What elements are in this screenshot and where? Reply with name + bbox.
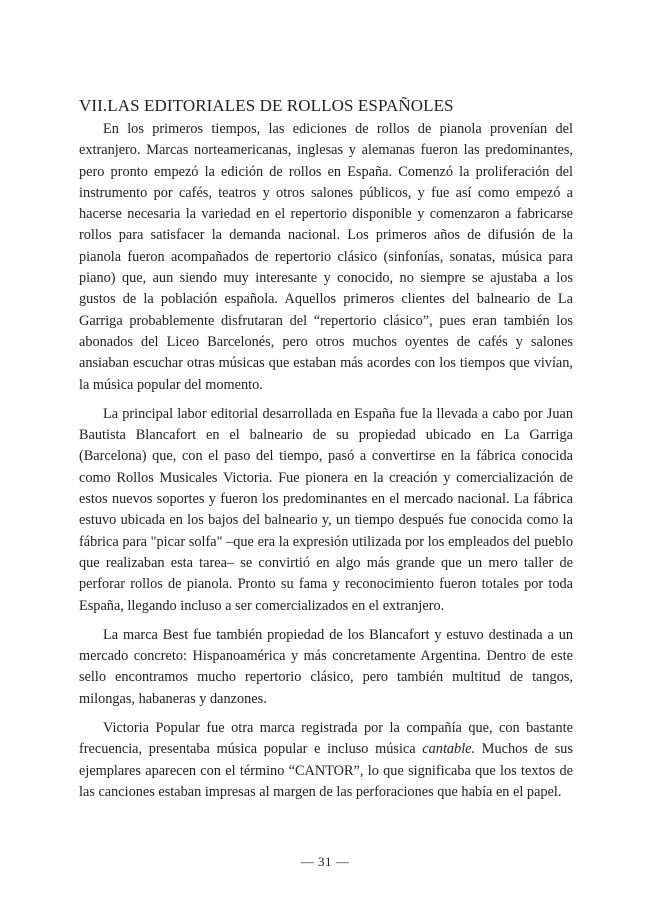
paragraph-4-text-before: Victoria Popular fue otra marca registrada por la compañía que, con bastante frecuencia, presentaba música popular e incluso música — [79, 720, 573, 758]
paragraph-4 — [79, 718, 573, 803]
page-number: — 31 — — [300, 854, 350, 869]
page-body — [79, 95, 573, 811]
paragraph-3: La marca Best fue también propiedad de los Blancafort y estuvo destinada a un mercado concreto: Hispanoamérica y más concretamente Argentina. Dentro de este sello encontramos mucho repertorio clásico, pero también multitud de tangos, milongas, habaneras y danzones. — [79, 626, 573, 707]
paragraph-2: La principal labor editorial desarrollada en España fue la llevada a cabo por Juan Bautista Blancafort en el balneario de su propiedad ubicado en La Garriga (Barcelona) que, con el paso del tiempo, pasó a convertirse en la fábrica conocida como Rollos Musicales Victoria. Fue pionera en la creación y comercialización de estos nuevos soportes y fueron los predominantes en el mercado nacional. La fábrica estuvo ubicada en los bajos del balneario y, un tiempo después fue conocida como la fábrica para "picar solfa" –que era la expresión utilizada por los empleados del pueblo que realizaban esta tarea– se convirtió en algo más grande que un mero taller de perforar rollos de pianola. Pronto su fama y reconocimiento fueron totales por toda España, llegando incluso a ser comercializados en el extranjero. — [79, 405, 573, 614]
paragraph-1: En los primeros tiempos, las ediciones de rollos de pianola provenían del extranjero. Marcas norteamericanas, inglesas y alemanas fueron las predominantes, pero pronto empezó la edición de rollos en España. Comenzó la proliferación del instrumento por cafés, teatros y otros salones públicos, y fue así como empezó a hacerse necesaria la variedad en el repertorio disponible y comenzaron a fabricarse rollos para satisfacer la demanda nacional. Los primeros años de difusión de la pianola fueron acompañados de repertorio clásico (sinfonías, sonatas, música para piano) que, aun siendo muy interesante y conocido, no siempre se ajustaba a los gustos de la población española. Aquellos primeros clientes del balneario de La Garriga probablemente disfrutaran del “repertorio clásico”, pues eran también los abonados del Liceo Barcelonés, pero otros muchos oyentes de cafés y salones ansiaban escuchar otras músicas que estaban más acordes con los tiempos que vivían, la música popular del momento. — [79, 121, 573, 393]
paragraph-4-italic: cantable. — [422, 741, 476, 758]
section-heading: VII.LAS EDITORIALES DE ROLLOS ESPAÑOLES — [79, 96, 454, 115]
paragraph-4-text-after: Muchos de sus ejemplares aparecen con el término “CANTOR”, lo que significaba que los textos de las canciones estaban impresas al margen de las perforaciones que había en el papel. — [79, 741, 573, 800]
